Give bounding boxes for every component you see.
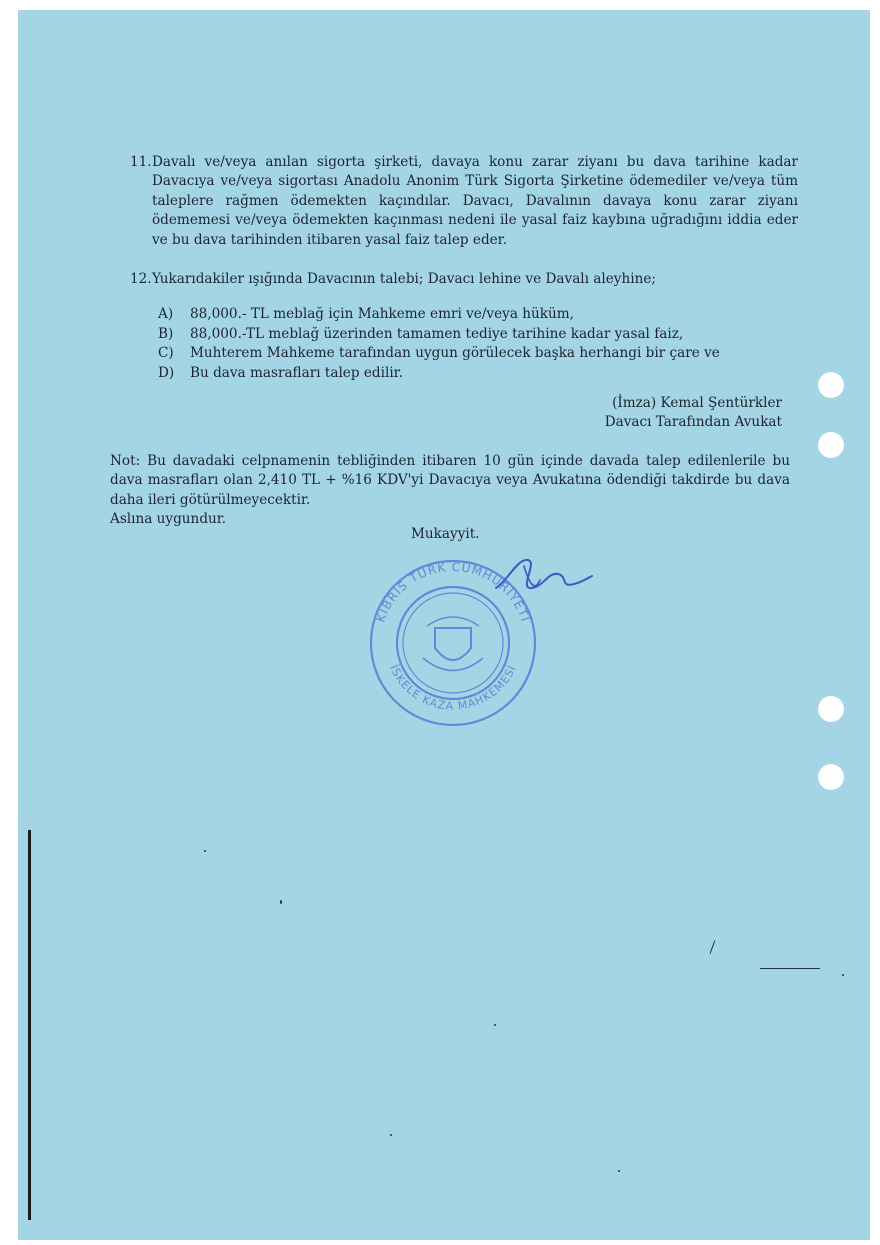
handwritten-signature [488,550,598,600]
punch-hole [818,696,844,722]
list-item [158,344,778,364]
scan-speck [390,1134,392,1136]
item-text: 88,000.-TL meblağ üzerinden tamamen tediye tarihine kadar yasal faiz, [190,325,684,342]
item-text: Muhterem Mahkeme tarafından uygun görülecek başka herhangi bir çare ve [190,345,720,362]
list-item [158,364,778,384]
document-page [18,10,870,1240]
item-letter: C) [158,345,174,362]
signature-name: (İmza) Kemal Şentürkler [612,395,782,411]
scan-speck [280,900,282,904]
margin-line [28,830,31,1220]
stamp-top-text: KIBRIS TÜRK CUMHURİYETİ [373,559,533,624]
punch-hole [818,372,844,398]
paragraph-text: Yukarıdakiler ışığında Davacının talebi; Davacı lehine ve Davalı aleyhine; [152,271,656,287]
item-text: 88,000.- TL meblağ için Mahkeme emri ve/veya hüküm, [190,306,574,322]
list-item [158,305,778,325]
paragraph-number: 11. [130,154,152,170]
paragraph-11 [130,153,798,250]
punch-hole [818,764,844,790]
paragraph-number: 12. [130,271,152,287]
scan-speck [618,1170,620,1172]
list-item [158,325,778,345]
scan-speck [494,1024,496,1026]
scan-speck [204,850,206,852]
item-letter: B) [158,325,174,342]
scan-speck [760,968,820,969]
item-letter: A) [158,306,174,322]
certified-copy-text: Aslına uygundur. [110,511,227,527]
signature-title: Davacı Tarafından Avukat [604,414,782,431]
punch-hole [818,432,844,458]
registrar-text: Mukayyit. [411,526,480,542]
note-text: Not: Bu davadaki celpnamenin tebliğinden itibaren 10 gün içinde davada talep edilenlerile bu dava masrafları olan 2,410 TL + %16 KDV'yi Davacıya veya Avukatına ödendiği takdirde bu dava daha ileri götürülmeyecektir. [110,453,790,508]
paragraph-text: Davalı ve/veya anılan sigorta şirketi, davaya konu zarar ziyanı bu dava tarihine kadar Davacıya ve/veya sigortası Anadolu Anonim Türk Sigorta Şirketine ödemediler ve/veya tüm taleplere rağmen ödemekten kaçındılar. Davacı, Davalının davaya konu zarar ziyanı ödememesi ve/veya ödemekten kaçınması nedeni ile yasal faiz kaybına uğradığını iddia eder ve bu dava tarihinden itibaren yasal faiz talep eder. [152,154,798,248]
scan-speck [842,974,844,976]
signature-block [605,394,782,433]
item-text: Bu dava masrafları talep edilir. [190,364,403,381]
scan-speck [710,940,716,953]
stamp-bottom-text: İSKELE KAZA MAHKEMESİ [387,663,519,713]
item-letter: D) [158,364,175,381]
claims-list [158,305,778,383]
paragraph-12 [130,270,798,289]
